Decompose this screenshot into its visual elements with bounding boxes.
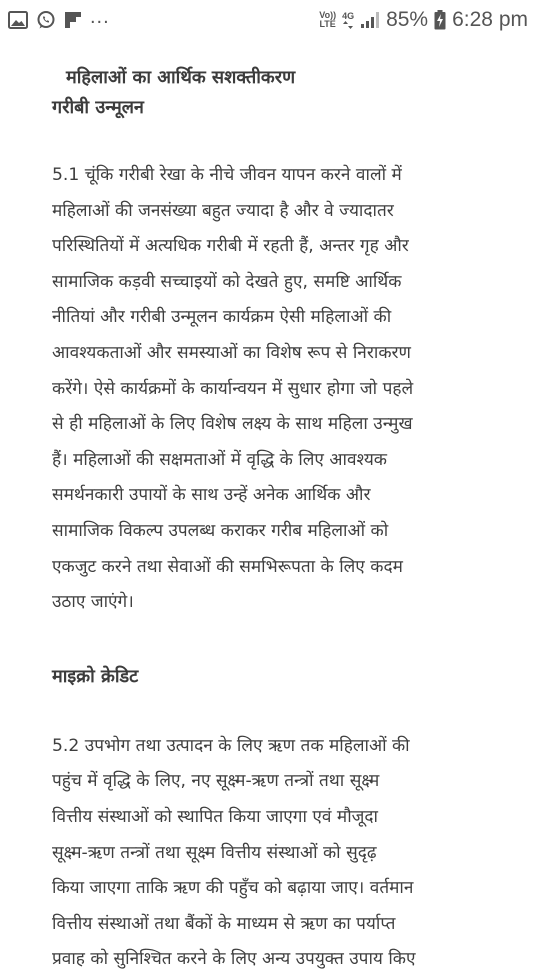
text-line: सामाजिक विकल्प उपलब्ध कराकर गरीब महिलाओं को	[52, 520, 389, 541]
more-notifications-indicator: ...	[90, 5, 110, 28]
text-line: नीतियां और गरीबी उन्मूलन कार्यक्रम ऐसी महिलाओं की	[52, 307, 392, 328]
text-line: किया जाएगा ताकि ऋण की पहुँच को बढ़ाया जाए। वर्तमान	[52, 878, 414, 899]
status-bar-right	[313, 8, 528, 32]
text-line: महिलाओं की जनसंख्या बहुत ज्यादा है और वे ज्यादातर	[52, 200, 394, 221]
section-heading-micro-credit: माइक्रो क्रेडिट	[52, 665, 139, 687]
status-bar	[0, 0, 540, 40]
network-type-label: 4G	[342, 10, 355, 21]
text-line: पहुंच में वृद्धि के लिए, नए सूक्ष्म-ऋण तन्त्रों तथा सूक्ष्म	[52, 771, 380, 792]
text-line: परिस्थितियों में अत्यधिक गरीबी में रहती हैं, अन्तर गृह और	[52, 236, 409, 257]
network-type-indicator	[342, 12, 354, 29]
paragraph-5-2	[52, 729, 492, 978]
volte-indicator	[319, 11, 336, 29]
signal-strength-icon	[360, 11, 380, 29]
text-line: उठाए जाएंगे।	[52, 592, 134, 613]
data-arrows-icon	[343, 21, 353, 29]
text-line: प्रवाह को सुनिश्चित करने के लिए अन्य उपयुक्त उपाय किए	[52, 949, 416, 970]
volte-bottom-label: LTE	[319, 19, 336, 29]
text-line: करेंगे। ऐसे कार्यक्रमों के कार्यान्वयन में सुधार होगा जो पहले	[52, 378, 414, 399]
status-bar-left	[8, 5, 118, 30]
text-line: आवश्यकताओं और समस्याओं का विशेष रूप से निराकरण	[52, 342, 411, 363]
text-line: सामाजिक कड़वी सच्चाइयों को देखते हुए, समष्टि आर्थिक	[52, 271, 402, 292]
section-heading-poverty-eradication: गरीबी उन्मूलन	[52, 97, 144, 118]
text-line: सूक्ष्म-ऋण तन्त्रों तथा सूक्ष्म वित्तीय संस्थाओं को सुदृढ़	[52, 842, 377, 863]
battery-charging-icon	[434, 10, 446, 30]
article-content	[52, 64, 492, 978]
image-icon	[8, 11, 28, 29]
text-line: समर्थनकारी उपायों के साथ उन्हें अनेक आर्थिक और	[52, 485, 371, 506]
paragraph-5-1	[52, 158, 492, 621]
page-title: महिलाओं का आर्थिक सशक्तीकरण	[66, 67, 296, 88]
battery-percentage: 85%	[386, 8, 429, 31]
whatsapp-icon	[36, 10, 56, 30]
text-line: 5.2 उपभोग तथा उत्पादन के लिए ऋण तक महिलाओं की	[52, 735, 410, 756]
text-line: से ही महिलाओं के लिए विशेष लक्ष्य के साथ महिला उन्मुख	[52, 414, 413, 435]
text-line: वित्तीय संस्थाओं को स्थापित किया जाएगा एवं मौजूदा	[52, 806, 378, 827]
text-line: वित्तीय संस्थाओं तथा बैंकों के माध्यम से ऋण का पर्याप्त	[52, 913, 396, 934]
text-line: 5.1 चूंकि गरीबी रेखा के नीचे जीवन यापन करने वालों में	[52, 165, 402, 185]
text-line: हैं। महिलाओं की सक्षमताओं में वृद्धि के लिए आवश्यक	[52, 449, 387, 470]
status-bar-time: 6:28 pm	[452, 8, 528, 31]
text-line: एकजुट करने तथा सेवाओं की समभिरूपता के लिए कदम	[52, 556, 403, 577]
volte-top-label: Vo))	[319, 10, 337, 20]
flipboard-icon	[64, 11, 82, 29]
